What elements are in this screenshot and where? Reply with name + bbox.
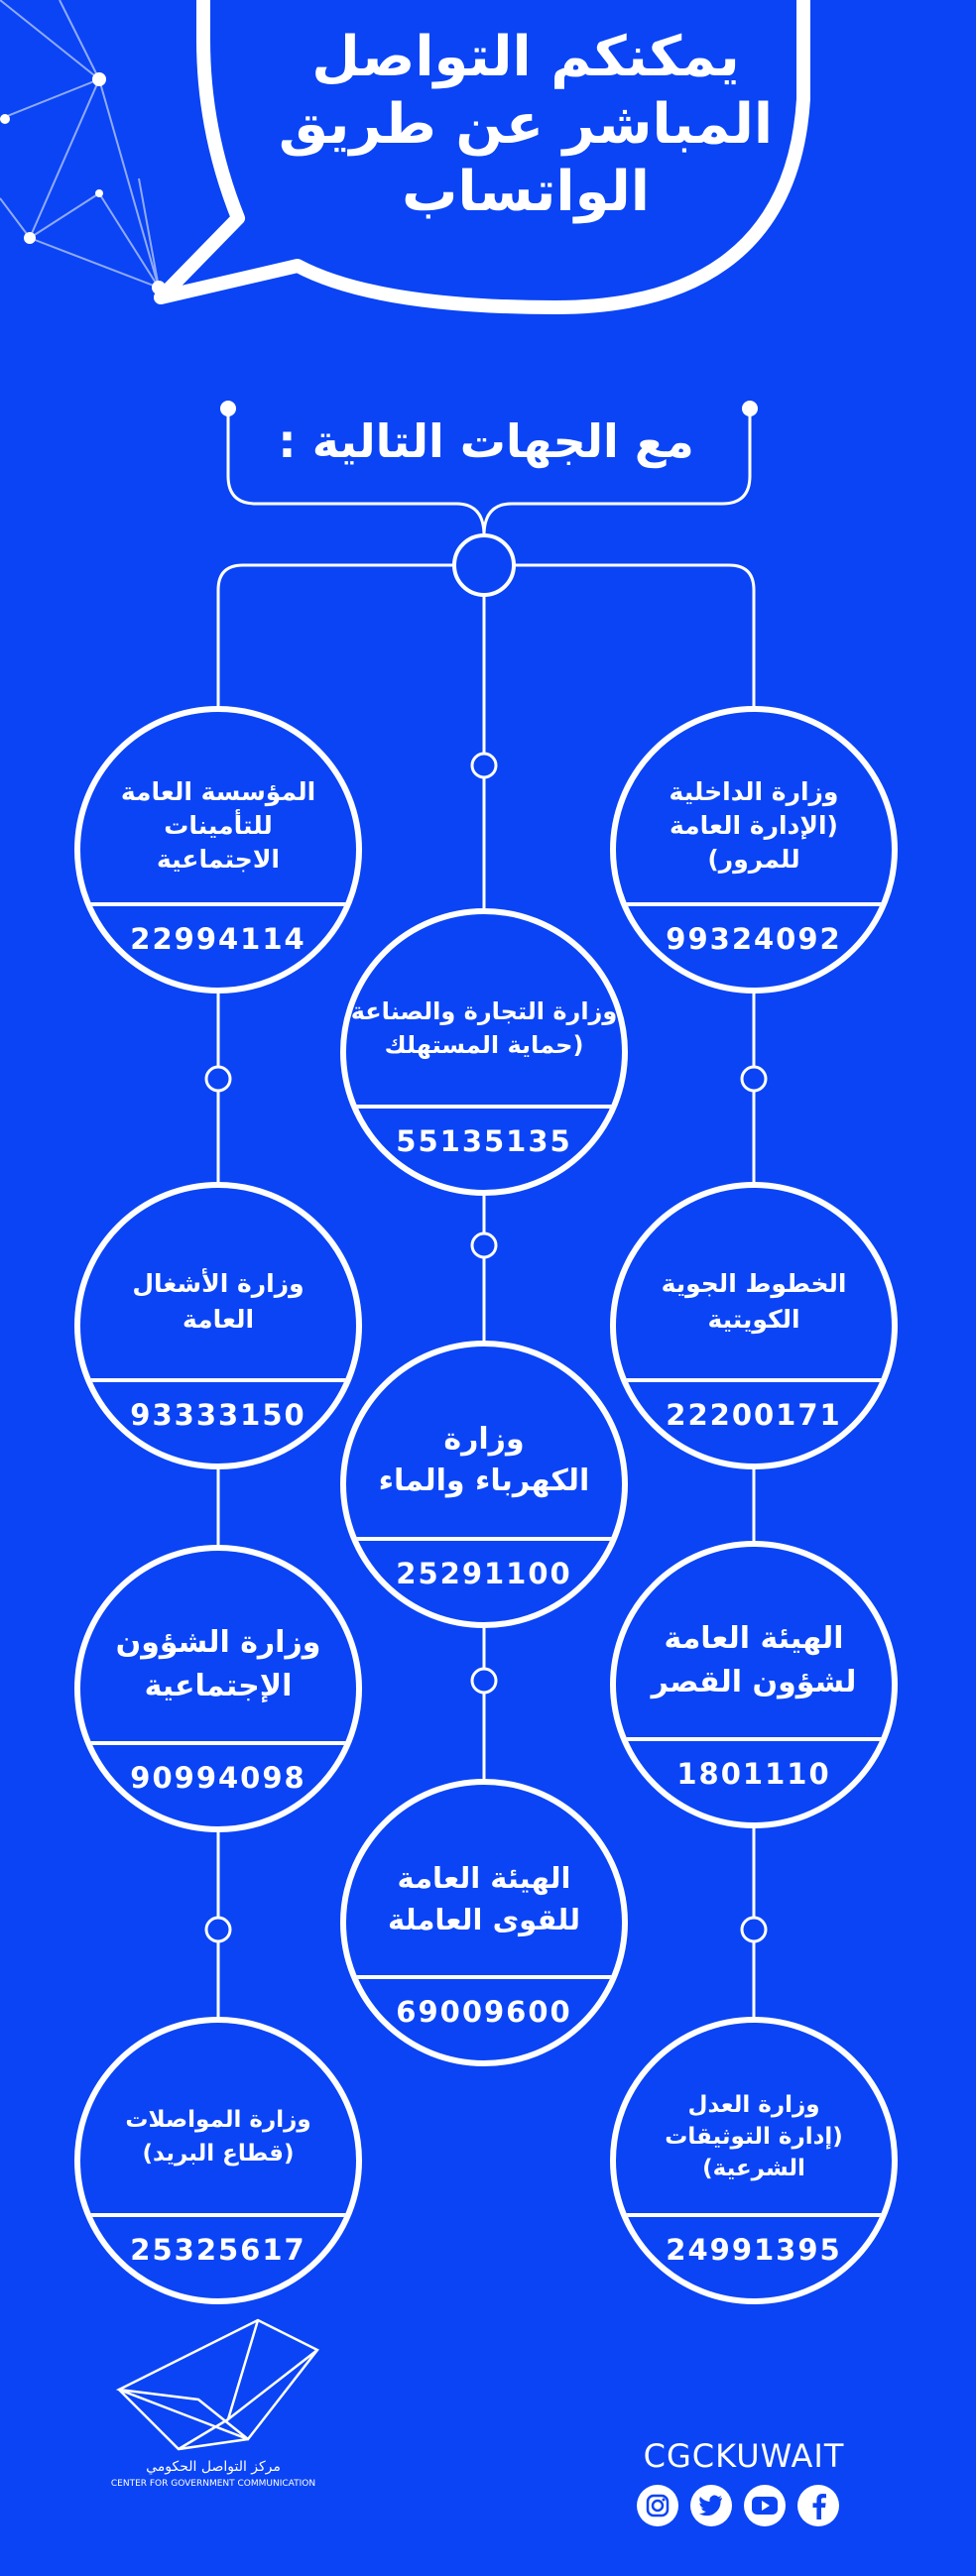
entity-name-line: وزارة العدل [687,2092,820,2118]
divider [80,1741,356,1745]
entity-name-line: للقوى العاملة [388,1903,580,1936]
entity-phone[interactable]: 55135135 [396,1124,572,1158]
entity-electricity-water [340,1341,628,1628]
entity-phone[interactable]: 93333150 [130,1398,306,1432]
logo-arabic: مركز التواصل الحكومي [146,2459,281,2475]
entity-name-line: للمرور) [707,845,800,874]
subtitle: مع الجهات التالية : [278,414,694,468]
divider [346,1537,622,1541]
entity-name-line: الكهرباء والماء [378,1464,590,1498]
instagram-icon[interactable] [637,2485,678,2526]
divider [616,902,892,906]
entity-manpower [340,1779,628,2066]
entity-name-line: الشرعية) [702,2156,805,2181]
entity-name-line: المؤسسة العامة [120,777,316,806]
entity-name-line: الكويتية [707,1305,800,1334]
entity-phone[interactable]: 69009600 [396,1995,572,2029]
entity-name-line: الخطوط الجوية [661,1269,847,1298]
entity-phone[interactable]: 25291100 [396,1557,572,1590]
title-line-2: المباشر عن طريق [278,92,774,157]
entity-name-line: وزارة الأشغال [132,1269,305,1298]
entity-phone[interactable]: 22994114 [130,922,306,956]
entity-phone[interactable]: 90994098 [130,1761,306,1795]
entity-name-line: لشؤون القصر [651,1665,857,1699]
entity-name-line: (الإدارة العامة [670,811,838,840]
entity-public-works [74,1182,362,1469]
entity-name-line: الهيئة العامة [664,1621,844,1656]
entity-name-line: وزارة [443,1422,525,1457]
entity-name-line: الهيئة العامة [397,1861,571,1895]
entity-phone[interactable]: 99324092 [666,922,842,956]
social-handle[interactable]: CGCKUWAIT [643,2437,845,2475]
title-line-3: الواتساب [402,160,650,224]
entity-name-line: الاجتماعية [157,845,280,874]
entity-phone[interactable]: 25325617 [130,2233,306,2267]
entity-name-line: وزارة التجارة والصناعة [350,997,618,1025]
entity-phone[interactable]: 24991395 [666,2233,842,2267]
entity-name-line: العامة [182,1305,255,1334]
entity-name-line: وزارة الداخلية [669,777,839,806]
title-line-1: يمكنكم التواصل [311,25,740,89]
entity-minors-affairs [610,1541,898,1828]
facebook-icon[interactable] [797,2485,839,2526]
entity-name-line: وزارة المواصلات [125,2107,311,2133]
network-dots [0,72,166,294]
entity-communications [74,2017,362,2304]
entity-name-line: الإجتماعية [144,1669,293,1703]
divider [346,1105,622,1109]
divider [616,1737,892,1741]
entity-phone[interactable]: 22200171 [666,1398,842,1432]
entity-name-line: (إدارة التوثيقات [665,2124,843,2150]
entity-social-affairs [74,1545,362,1832]
entity-social-insurance [74,706,362,994]
entity-interior-traffic [610,706,898,994]
divider [616,2213,892,2217]
entity-name-line: وزارة الشؤون [115,1625,321,1660]
entity-name-line: (قطاع البريد) [142,2141,295,2166]
entity-name-line: للتأمينات [164,811,273,840]
divider [80,2213,356,2217]
entity-name-line: (حماية المستهلك [384,1031,584,1059]
logo-english: CENTER FOR GOVERNMENT COMMUNICATION [110,2479,316,2489]
logo-mark [119,2320,317,2449]
network-decoration [0,0,159,288]
divider [80,1378,356,1382]
divider [616,1378,892,1382]
entity-kuwait-airways [610,1182,898,1469]
youtube-icon[interactable] [744,2485,786,2526]
divider [80,902,356,906]
twitter-icon[interactable] [690,2485,732,2526]
entity-commerce [340,908,628,1196]
entity-justice [610,2017,898,2304]
divider [346,1975,622,1979]
entity-phone[interactable]: 1801110 [676,1757,831,1791]
